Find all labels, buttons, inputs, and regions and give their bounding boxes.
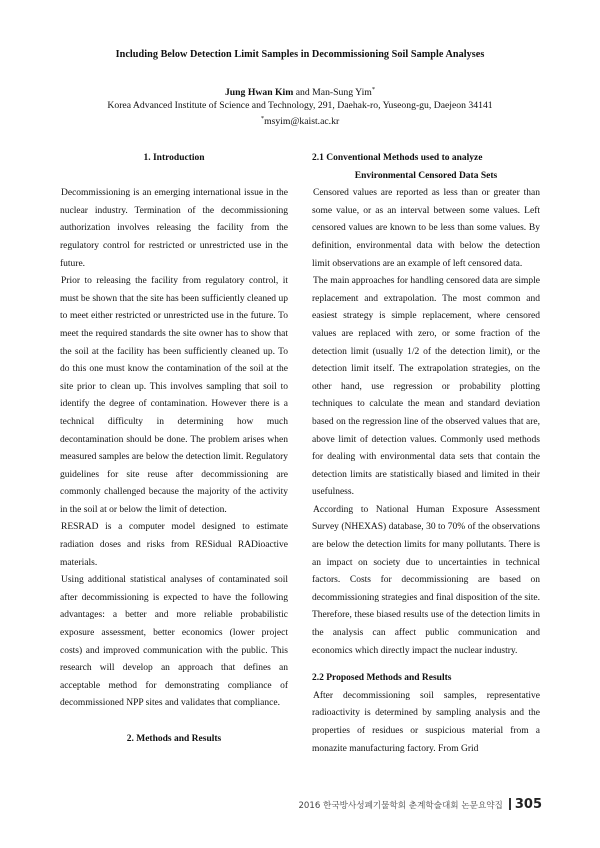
intro-paragraph-3: RESRAD is a computer model designed to estimate radiation doses and risks from RESidual RADioactive materials. [60,522,288,568]
intro-paragraph-2: Prior to releasing the facility from regulatory control, it must be shown that the site has been sufficiently cleaned up to meet either restricted or unrestricted use in the future. To meet the required standards the site owner has to show that the soil at the facility has been sufficiently cleaned up. To do this one must know the contamination of the soil at the site prior to clean up. This involves sampling that soil to identify the degree of contamination. However there is a technical difficulty in determining how much decontamination should be done. The problem arises when measured samples are below the detection limit. Regulatory guidelines for site reuse after decommissioning are commonly challenged because the majority of the activity in the soil at or below the limit of detection. [60,276,288,515]
author-conjunction: and [293,87,313,99]
author-block [40,83,560,128]
footer-divider [509,798,511,810]
subsection-heading-2-1-line2: Environmental Censored Data Sets [354,170,498,181]
methods-paragraph-3: According to National Human Exposure Assessment Survey (NHEXAS) database, 30 to 70% of the observations are below the detection limits for many pollutants. There is an impact on society due to uncertainties in technical factors. Costs for decommissioning are based on decommissioning strategies and final disposition of the site. Therefore, these biased results use of the detection limits in the analysis can affect public communication and economics which directly impact the nuclear industry. [312,504,540,656]
left-column [60,150,288,748]
page-number: 305 [514,797,542,812]
page-footer [298,796,542,812]
subsection-heading-2-1 [312,150,540,185]
intro-paragraph-4: Using additional statistical analyses of contaminated soil after decommissioning is expected to have the following advantages: a better and more reliable probabilistic exposure assessment, better economics (lower project costs) and improved communication with the public. This research will develop an approach that defines an acceptable method for demonstrating compliance of decommissioned NPP sites and validates that compliance. [60,575,288,709]
corresponding-mark: * [371,86,376,93]
section-heading-introduction: 1. Introduction [143,153,205,163]
author-line [40,83,560,99]
email-line [40,112,560,128]
methods-paragraph-4: After decommissioning soil samples, representative radioactivity is determined by sampling analysis and the properties of residues or suspicious material from a monazite manufacturing factory. From Grid [312,690,540,754]
email-mark: * [260,115,265,123]
email-address: msyim@kaist.ac.kr [264,116,340,128]
methods-paragraph-2: The main approaches for handling censored data are simple replacement and extrapolation. The most common and easiest strategy is simple replacement, where censored values are replaced with zero, or some fraction of the detection limit (usually 1/2 of the detection limit), or the detection limit itself. The extrapolation strategies, on the other hand, use regression or probability plotting techniques to calculate the mean and standard deviation based on the regression line of the observed values that are, above limit of detection values. Commonly used methods for dealing with environmental data sets that contain the detection limits are statistically biased and limited in their usefulness. [312,276,540,498]
subsection-heading-2-2: 2.2 Proposed Methods and Results [312,673,452,684]
conference-name: 2016 한국방사성폐기물학회 춘계학술대회 논문요약집 [298,801,503,811]
methods-paragraph-1: Censored values are reported as less than or greater than some value, or as an interval between some values. Left censored values are known to be less than some values. By definition, environmental data with below the detection limit observations are an example of left censored data. [312,188,540,269]
intro-paragraph-1: Decommissioning is an emerging international issue in the nuclear industry. Termination of the decommissioning authorization involves releasing the facility from the regulatory control for restricted or unrestricted use in the future. [60,188,288,269]
right-column [312,150,540,758]
affiliation: Korea Advanced Institute of Science and Technology, 291, Daehak-ro, Yuseong-gu, Daejeon 34141 [107,100,493,112]
paper-title: Including Below Detection Limit Samples in Decommissioning Soil Sample Analyses [115,49,485,60]
section-heading-methods: 2. Methods and Results [126,733,222,744]
subsection-heading-2-1-line1: 2.1 Conventional Methods used to analyze [312,153,483,163]
author-2: Man-Sung Yim [312,87,372,99]
author-1: Jung Hwan Kim [224,87,294,99]
